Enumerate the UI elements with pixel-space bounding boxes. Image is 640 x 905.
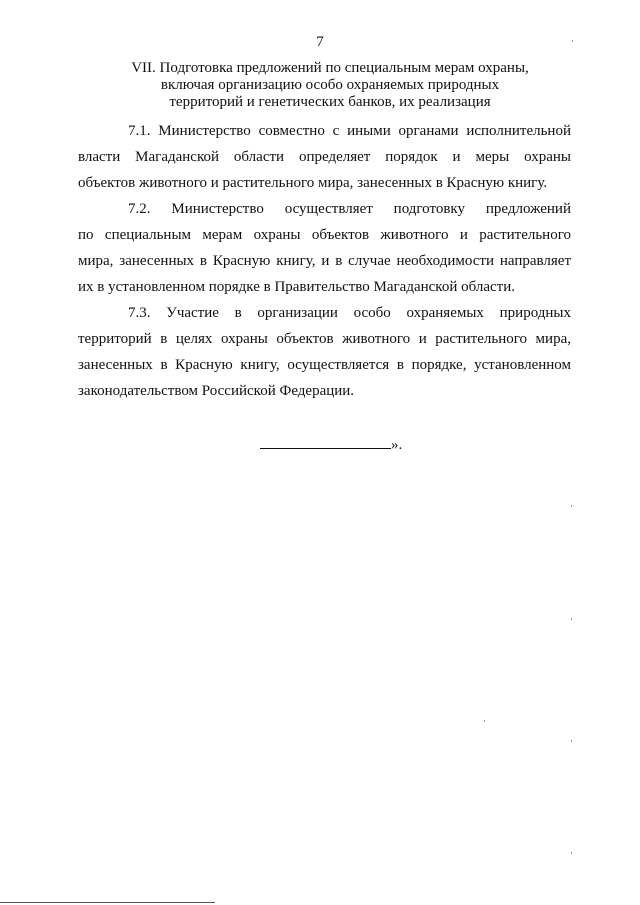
paragraph-line: власти Магаданской области определяет порядок и меры охраны	[78, 149, 571, 165]
paragraph-line: их в установленном порядке в Правительство Магаданской области.	[78, 279, 515, 295]
paragraph-line: 7.3. Участие в организации особо охраняемых природных	[128, 305, 571, 321]
paragraph-line: законодательством Российской Федерации.	[78, 383, 355, 399]
scan-speck	[571, 852, 572, 854]
paragraph-7-3	[78, 300, 571, 404]
page-number: 7	[316, 34, 324, 50]
scan-speck	[572, 40, 573, 42]
section-heading-line: включая организацию особо охраняемых природных	[160, 77, 500, 93]
closing-quote: ».	[391, 437, 403, 453]
paragraph-line: занесенных в Красную книгу, осуществляется в порядке, установленном	[78, 357, 571, 373]
end-of-text-mark	[260, 436, 402, 453]
section-heading-line: VII. Подготовка предложений по специальным мерам охраны,	[131, 60, 529, 76]
scan-speck	[571, 618, 572, 620]
section-heading-line: территорий и генетических банков, их реализация	[169, 94, 491, 110]
paragraph-line: 7.1. Министерство совместно с иными органами исполнительной	[128, 123, 571, 139]
paragraph-7-1	[78, 118, 571, 196]
paragraph-line: объектов животного и растительного мира, занесенных в Красную книгу.	[78, 175, 548, 191]
scan-speck	[571, 740, 572, 742]
paragraph-line: мира, занесенных в Красную книгу, и в случае необходимости направляет	[78, 253, 571, 269]
paragraph-line: территорий в целях охраны объектов животного и растительного мира,	[78, 331, 571, 347]
section-heading	[80, 60, 580, 111]
paragraph-7-2	[78, 196, 571, 300]
paragraph-line: по специальным мерам охраны объектов животного и растительного	[78, 227, 571, 243]
scan-edge-line	[0, 902, 215, 903]
signature-rule	[260, 436, 391, 449]
scan-speck	[484, 720, 485, 722]
paragraph-line: 7.2. Министерство осуществляет подготовку предложений	[128, 201, 571, 217]
scan-speck	[571, 505, 572, 507]
